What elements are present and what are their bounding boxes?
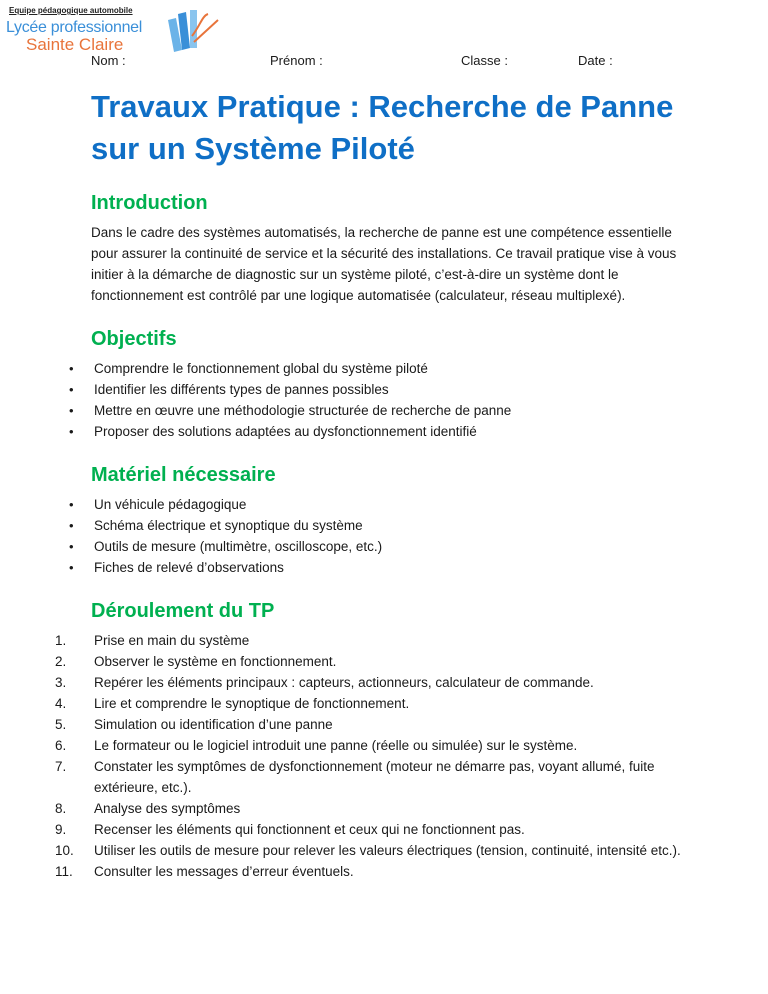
step-item bbox=[47, 819, 691, 840]
step-number: 9. bbox=[55, 822, 67, 837]
deroulement-list bbox=[55, 630, 691, 882]
page-title: Travaux Pratique : Recherche de Panne sur un Système Piloté bbox=[91, 89, 674, 166]
step-text: Recenser les éléments qui fonctionnent et ceux qui ne fonctionnent pas. bbox=[94, 822, 525, 837]
step-item bbox=[47, 756, 691, 798]
logo-line1: Lycée professionnel bbox=[6, 19, 143, 36]
step-text: Consulter les messages d’erreur éventuels. bbox=[94, 864, 354, 879]
step-text: Observer le système en fonctionnement. bbox=[94, 654, 337, 669]
objectifs-list bbox=[91, 358, 691, 442]
list-item: • Identifier les différents types de pannes possibles bbox=[47, 379, 691, 400]
introduction-text: Dans le cadre des systèmes automatisés, la recherche de panne est une compétence essentielle pour assurer la continuité de service et la sécurité des installations. Ce travail pratique vise à vous initier à la démarche de diagnostic sur un système piloté, c’est-à-dire un système dont le fonctionnement est contrôlé par une logique automatisée (calculateur, réseau multiplexé). bbox=[91, 225, 677, 303]
school-logo bbox=[4, 4, 224, 54]
step-item bbox=[47, 861, 691, 882]
list-item: • Proposer des solutions adaptées au dysfonctionnement identifié bbox=[47, 421, 691, 442]
step-number: 8. bbox=[55, 801, 67, 816]
step-number: 11. bbox=[55, 864, 73, 879]
step-item bbox=[47, 630, 691, 651]
step-text: Lire et comprendre le synoptique de fonctionnement. bbox=[94, 696, 410, 711]
step-item bbox=[47, 714, 691, 735]
date-field-label: Date : bbox=[578, 53, 613, 68]
step-text: Constater les symptômes de dysfonctionnement (moteur ne démarre pas, voyant allumé, fuite extérieure, etc.). bbox=[94, 759, 655, 795]
step-text: Utiliser les outils de mesure pour relever les valeurs électriques (tension, continuité, intensité etc.). bbox=[94, 843, 681, 858]
firstname-field-label: Prénom : bbox=[270, 53, 323, 68]
logo-book-icon bbox=[164, 6, 220, 54]
step-number: 6. bbox=[55, 738, 67, 753]
step-item bbox=[47, 735, 691, 756]
step-number: 4. bbox=[55, 696, 67, 711]
introduction-heading: Introduction bbox=[91, 192, 208, 214]
objectifs-heading: Objectifs bbox=[91, 328, 177, 350]
list-item: • Mettre en œuvre une méthodologie structurée de recherche de panne bbox=[47, 400, 691, 421]
materiel-list bbox=[91, 494, 691, 578]
list-item: • Schéma électrique et synoptique du système bbox=[47, 515, 691, 536]
step-number: 1. bbox=[55, 633, 67, 648]
list-item: • Un véhicule pédagogique bbox=[47, 494, 691, 515]
step-item bbox=[47, 672, 691, 693]
list-item: • Fiches de relevé d’observations bbox=[47, 557, 691, 578]
step-number: 3. bbox=[55, 675, 67, 690]
step-text: Le formateur ou le logiciel introduit une panne (réelle ou simulée) sur le système. bbox=[94, 738, 578, 753]
step-number: 7. bbox=[55, 759, 67, 774]
logo-team-text: Equipe pédagogique automobile bbox=[9, 6, 133, 15]
step-number: 10. bbox=[55, 843, 74, 858]
step-text: Analyse des symptômes bbox=[94, 801, 241, 816]
step-item bbox=[47, 651, 691, 672]
step-text: Repérer les éléments principaux : capteurs, actionneurs, calculateur de commande. bbox=[94, 675, 594, 690]
list-item: • Outils de mesure (multimètre, oscilloscope, etc.) bbox=[47, 536, 691, 557]
step-item bbox=[47, 798, 691, 819]
step-text: Prise en main du système bbox=[94, 633, 250, 648]
step-item bbox=[47, 693, 691, 714]
document-body bbox=[55, 86, 691, 882]
list-item: • Comprendre le fonctionnement global du système piloté bbox=[47, 358, 691, 379]
step-number: 5. bbox=[55, 717, 67, 732]
deroulement-heading: Déroulement du TP bbox=[91, 600, 275, 622]
step-text: Simulation ou identification d’une panne bbox=[94, 717, 333, 732]
class-field-label: Classe : bbox=[461, 53, 508, 68]
name-field-label: Nom : bbox=[91, 53, 126, 68]
step-item bbox=[47, 840, 691, 861]
step-number: 2. bbox=[55, 654, 67, 669]
materiel-heading: Matériel nécessaire bbox=[91, 464, 276, 486]
logo-line2: Sainte Claire bbox=[26, 35, 124, 54]
